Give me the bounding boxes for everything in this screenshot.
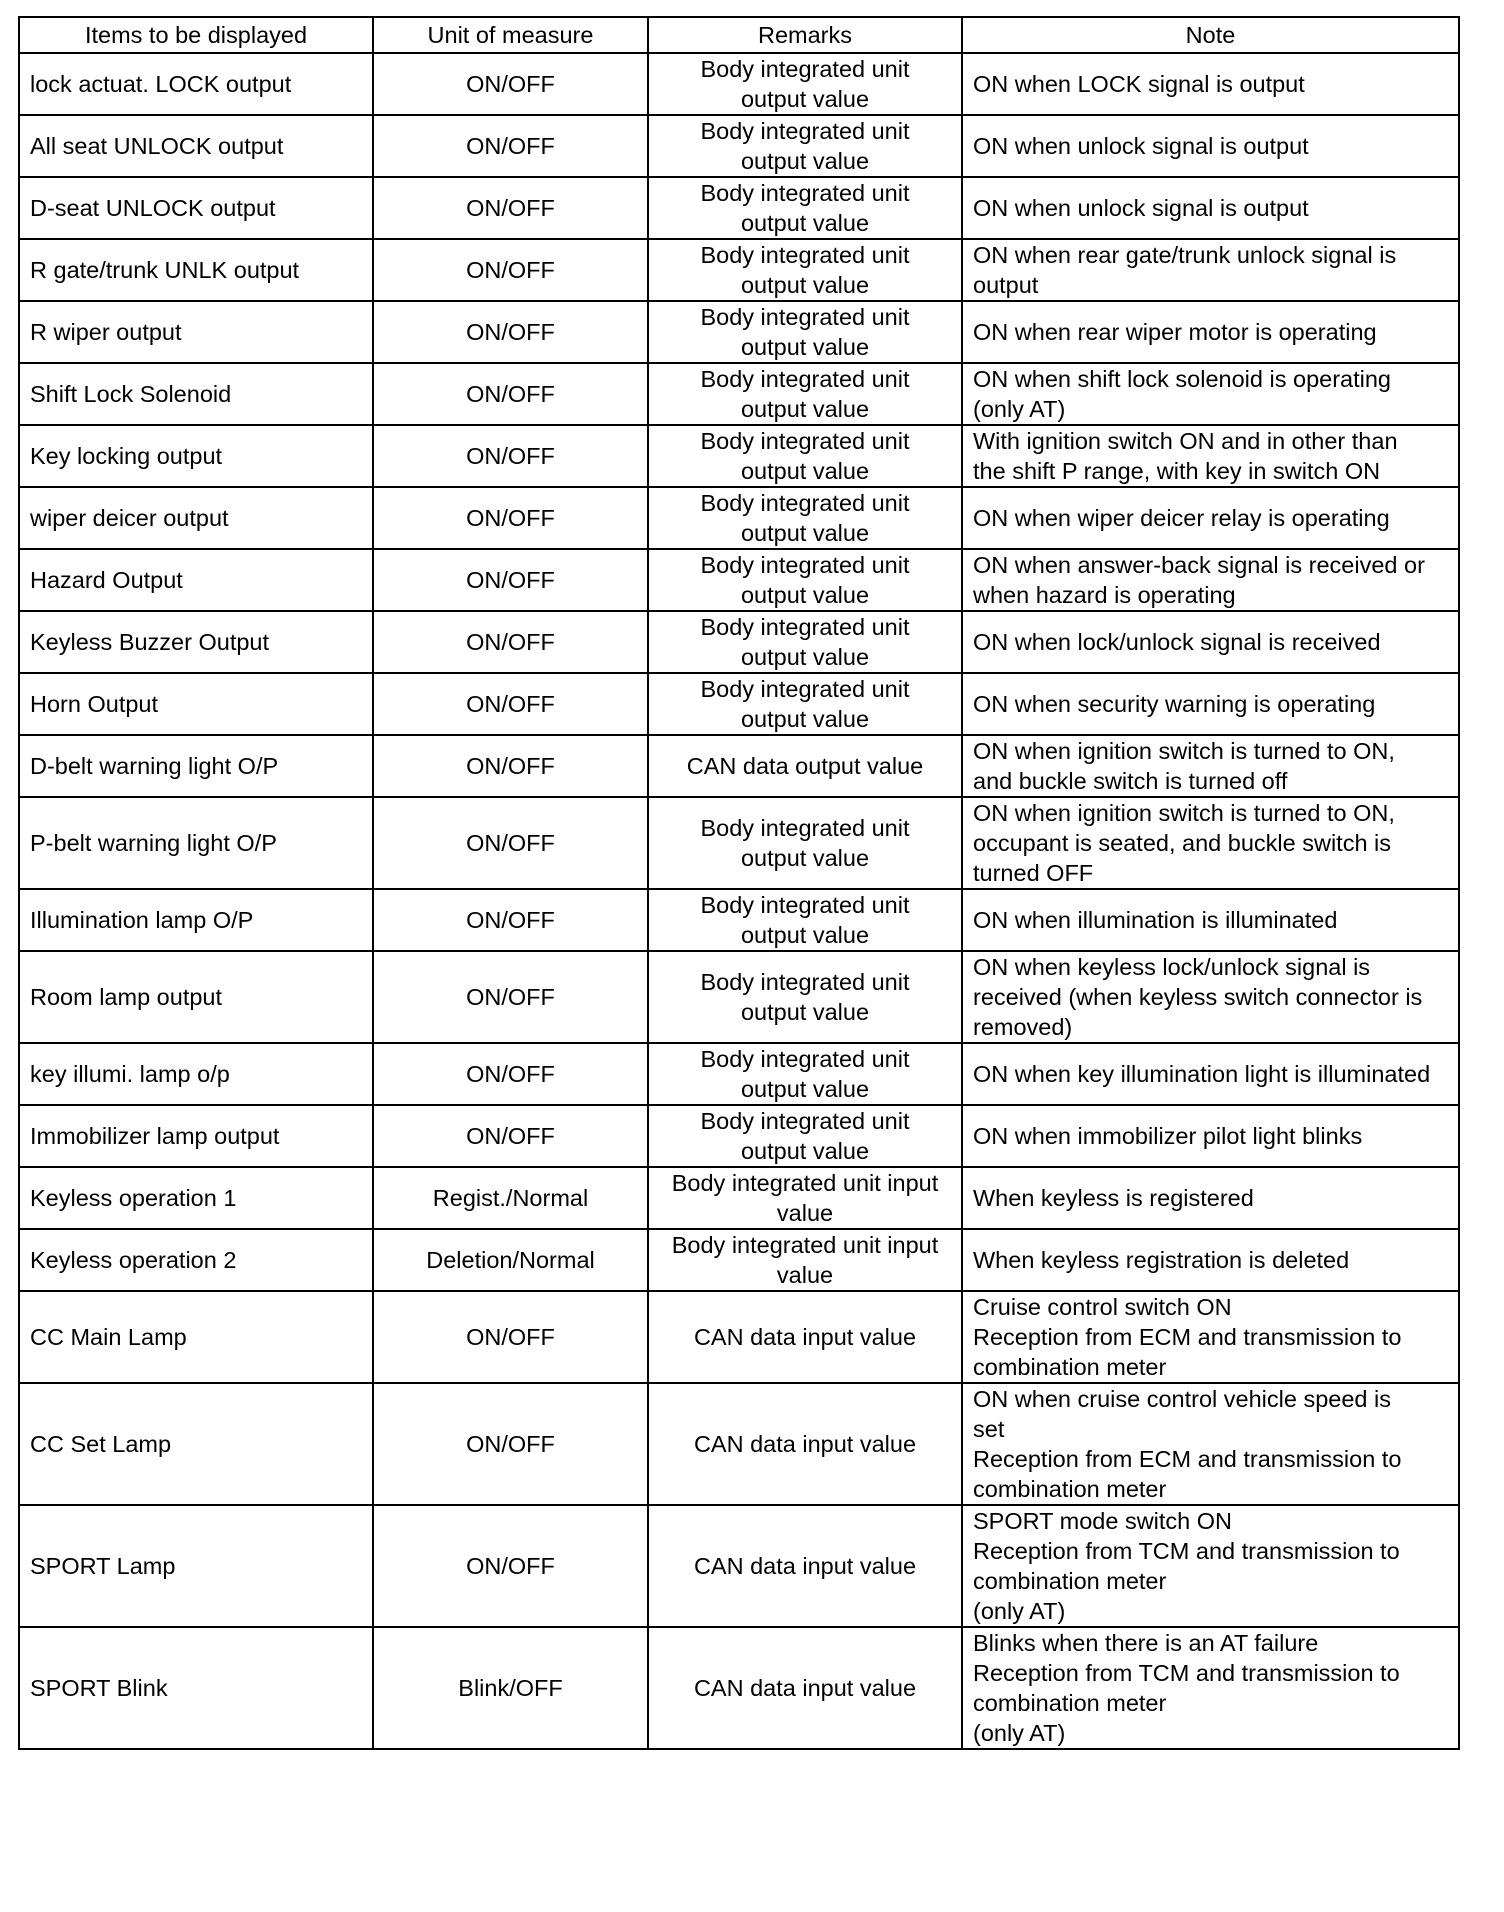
table-row xyxy=(19,177,1459,239)
cell-item: SPORT Blink xyxy=(19,1627,373,1749)
cell-remarks: CAN data input value xyxy=(648,1505,962,1627)
cell-remarks: Body integrated unit output value xyxy=(648,363,962,425)
table-row xyxy=(19,301,1459,363)
table-row xyxy=(19,239,1459,301)
cell-remarks: Body integrated unit input value xyxy=(648,1167,962,1229)
cell-item: CC Main Lamp xyxy=(19,1291,373,1383)
cell-remarks: Body integrated unit output value xyxy=(648,1105,962,1167)
cell-unit: Blink/OFF xyxy=(373,1627,648,1749)
cell-note: ON when cruise control vehicle speed is set Reception from ECM and transmission to combination meter xyxy=(962,1383,1459,1505)
table-row xyxy=(19,1167,1459,1229)
cell-note: ON when unlock signal is output xyxy=(962,177,1459,239)
display-items-table xyxy=(18,16,1460,1750)
cell-note: ON when rear wiper motor is operating xyxy=(962,301,1459,363)
table-row xyxy=(19,53,1459,115)
cell-unit: Deletion/Normal xyxy=(373,1229,648,1291)
cell-unit: ON/OFF xyxy=(373,301,648,363)
cell-note: ON when key illumination light is illuminated xyxy=(962,1043,1459,1105)
cell-unit: ON/OFF xyxy=(373,1105,648,1167)
cell-unit: ON/OFF xyxy=(373,1505,648,1627)
cell-unit: ON/OFF xyxy=(373,889,648,951)
cell-item: Horn Output xyxy=(19,673,373,735)
table-row xyxy=(19,889,1459,951)
cell-remarks: Body integrated unit output value xyxy=(648,611,962,673)
cell-remarks: CAN data output value xyxy=(648,735,962,797)
table-row xyxy=(19,115,1459,177)
cell-note: ON when lock/unlock signal is received xyxy=(962,611,1459,673)
cell-item: SPORT Lamp xyxy=(19,1505,373,1627)
cell-unit: ON/OFF xyxy=(373,549,648,611)
table-row xyxy=(19,797,1459,889)
table-row xyxy=(19,363,1459,425)
cell-note: When keyless registration is deleted xyxy=(962,1229,1459,1291)
cell-remarks: Body integrated unit output value xyxy=(648,549,962,611)
cell-remarks: Body integrated unit output value xyxy=(648,239,962,301)
cell-item: D-seat UNLOCK output xyxy=(19,177,373,239)
cell-unit: ON/OFF xyxy=(373,1043,648,1105)
cell-note: Blinks when there is an AT failure Reception from TCM and transmission to combination meter (only AT) xyxy=(962,1627,1459,1749)
cell-item: Immobilizer lamp output xyxy=(19,1105,373,1167)
cell-item: CC Set Lamp xyxy=(19,1383,373,1505)
cell-item: lock actuat. LOCK output xyxy=(19,53,373,115)
cell-remarks: Body integrated unit output value xyxy=(648,53,962,115)
cell-note: ON when ignition switch is turned to ON, occupant is seated, and buckle switch is turned OFF xyxy=(962,797,1459,889)
cell-note: ON when answer-back signal is received or when hazard is operating xyxy=(962,549,1459,611)
cell-remarks: Body integrated unit output value xyxy=(648,797,962,889)
cell-item: wiper deicer output xyxy=(19,487,373,549)
cell-remarks: Body integrated unit output value xyxy=(648,487,962,549)
cell-unit: ON/OFF xyxy=(373,611,648,673)
cell-unit: ON/OFF xyxy=(373,363,648,425)
cell-note: ON when unlock signal is output xyxy=(962,115,1459,177)
cell-unit: ON/OFF xyxy=(373,951,648,1043)
table-row xyxy=(19,1229,1459,1291)
cell-remarks: Body integrated unit output value xyxy=(648,889,962,951)
header-items: Items to be displayed xyxy=(19,17,373,53)
cell-item: D-belt warning light O/P xyxy=(19,735,373,797)
header-unit: Unit of measure xyxy=(373,17,648,53)
cell-unit: ON/OFF xyxy=(373,487,648,549)
cell-item: Illumination lamp O/P xyxy=(19,889,373,951)
cell-item: All seat UNLOCK output xyxy=(19,115,373,177)
cell-note: SPORT mode switch ON Reception from TCM and transmission to combination meter (only AT) xyxy=(962,1505,1459,1627)
cell-note: ON when rear gate/trunk unlock signal is output xyxy=(962,239,1459,301)
cell-item: R gate/trunk UNLK output xyxy=(19,239,373,301)
table-row xyxy=(19,1627,1459,1749)
cell-unit: Regist./Normal xyxy=(373,1167,648,1229)
cell-note: Cruise control switch ON Reception from ECM and transmission to combination meter xyxy=(962,1291,1459,1383)
table-header-row xyxy=(19,17,1459,53)
cell-unit: ON/OFF xyxy=(373,425,648,487)
cell-note: ON when security warning is operating xyxy=(962,673,1459,735)
cell-remarks: CAN data input value xyxy=(648,1383,962,1505)
table-row xyxy=(19,611,1459,673)
cell-item: P-belt warning light O/P xyxy=(19,797,373,889)
cell-unit: ON/OFF xyxy=(373,177,648,239)
table-row xyxy=(19,549,1459,611)
cell-unit: ON/OFF xyxy=(373,115,648,177)
cell-remarks: Body integrated unit output value xyxy=(648,115,962,177)
cell-item: Room lamp output xyxy=(19,951,373,1043)
table-row xyxy=(19,735,1459,797)
cell-remarks: Body integrated unit output value xyxy=(648,673,962,735)
table-row xyxy=(19,487,1459,549)
cell-note: ON when illumination is illuminated xyxy=(962,889,1459,951)
cell-unit: ON/OFF xyxy=(373,1383,648,1505)
cell-remarks: Body integrated unit input value xyxy=(648,1229,962,1291)
cell-item: R wiper output xyxy=(19,301,373,363)
header-remarks: Remarks xyxy=(648,17,962,53)
cell-unit: ON/OFF xyxy=(373,53,648,115)
cell-unit: ON/OFF xyxy=(373,239,648,301)
table-body xyxy=(19,53,1459,1749)
cell-remarks: Body integrated unit output value xyxy=(648,1043,962,1105)
cell-note: ON when shift lock solenoid is operating (only AT) xyxy=(962,363,1459,425)
cell-item: Keyless operation 1 xyxy=(19,1167,373,1229)
cell-remarks: Body integrated unit output value xyxy=(648,177,962,239)
table-row xyxy=(19,1291,1459,1383)
cell-note: When keyless is registered xyxy=(962,1167,1459,1229)
cell-item: Key locking output xyxy=(19,425,373,487)
cell-note: ON when keyless lock/unlock signal is received (when keyless switch connector is removed) xyxy=(962,951,1459,1043)
cell-remarks: Body integrated unit output value xyxy=(648,301,962,363)
header-note: Note xyxy=(962,17,1459,53)
cell-note: ON when wiper deicer relay is operating xyxy=(962,487,1459,549)
cell-remarks: CAN data input value xyxy=(648,1291,962,1383)
cell-item: Keyless Buzzer Output xyxy=(19,611,373,673)
table-row xyxy=(19,1383,1459,1505)
table-row xyxy=(19,425,1459,487)
cell-unit: ON/OFF xyxy=(373,1291,648,1383)
cell-note: ON when ignition switch is turned to ON, and buckle switch is turned off xyxy=(962,735,1459,797)
cell-note: ON when immobilizer pilot light blinks xyxy=(962,1105,1459,1167)
cell-unit: ON/OFF xyxy=(373,673,648,735)
cell-item: Keyless operation 2 xyxy=(19,1229,373,1291)
table-row xyxy=(19,1043,1459,1105)
cell-item: Hazard Output xyxy=(19,549,373,611)
cell-note: ON when LOCK signal is output xyxy=(962,53,1459,115)
cell-item: key illumi. lamp o/p xyxy=(19,1043,373,1105)
cell-note: With ignition switch ON and in other than the shift P range, with key in switch ON xyxy=(962,425,1459,487)
cell-remarks: CAN data input value xyxy=(648,1627,962,1749)
table-row xyxy=(19,673,1459,735)
cell-item: Shift Lock Solenoid xyxy=(19,363,373,425)
table-row xyxy=(19,1105,1459,1167)
cell-unit: ON/OFF xyxy=(373,797,648,889)
cell-unit: ON/OFF xyxy=(373,735,648,797)
table-row xyxy=(19,951,1459,1043)
table-row xyxy=(19,1505,1459,1627)
cell-remarks: Body integrated unit output value xyxy=(648,951,962,1043)
cell-remarks: Body integrated unit output value xyxy=(648,425,962,487)
